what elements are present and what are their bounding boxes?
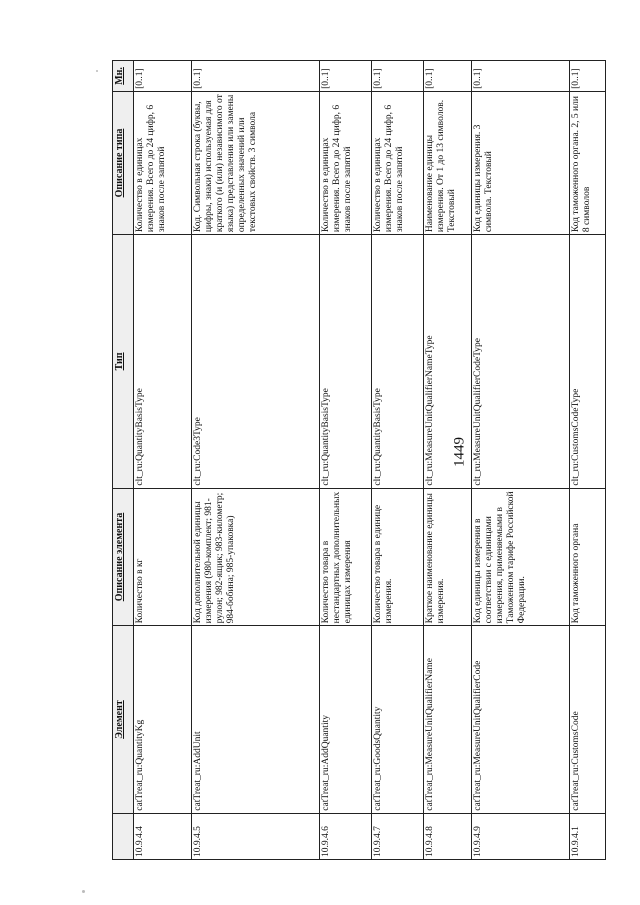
row-description: Код единицы измерения в соответствии с единицами измерения, применяемыми в Таможенном тарифе Российской Федерации. (472, 488, 570, 626)
row-type: clt_ru:QuantityBasisType (134, 235, 192, 488)
page-number: 1449 (451, 437, 468, 467)
row-description: Количество в кг (134, 488, 192, 626)
row-element: catTreat_ru:AddUnit (192, 626, 320, 813)
row-type: clt_ru:QuantityBasisType (372, 235, 424, 488)
row-number: 10.9.4.6 (320, 813, 372, 859)
row-description: Количество товара в нестандартных дополнительных единицах измерения (320, 488, 372, 626)
scan-speck (96, 70, 98, 72)
row-description: Код дополнительной единицы измерения (980-комплект; 981-рулон; 982-ящик; 983-километр; 984-бобина; 985-упаковка) (192, 488, 320, 626)
header-multiplicity: Мн. (113, 61, 134, 92)
row-number: 10.9.4.8 (424, 813, 472, 859)
header-element-description: Описание элемента (113, 488, 134, 626)
row-element: catTreat_ru:MeasureUnitQualifierCode (472, 626, 570, 813)
row-multiplicity: [0..1] (192, 61, 320, 92)
row-type-description: Наименование единицы измерения. От 1 до 13 символов. Текстовый (424, 91, 472, 234)
row-description: Краткое наименование единицы измерения. (424, 488, 472, 626)
row-multiplicity: [0..1] (570, 61, 606, 92)
row-multiplicity: [0..1] (320, 61, 372, 92)
row-type: clt_ru:MeasureUnitQualifierCodeType (472, 235, 570, 488)
row-element: catTreat_ru:QuantityKg (134, 626, 192, 813)
header-number (113, 813, 134, 859)
row-element: catTreat_ru:MeasureUnitQualifierName (424, 626, 472, 813)
row-multiplicity: [0..1] (472, 61, 570, 92)
table-row (372, 61, 424, 860)
table-header-row (113, 61, 134, 860)
table-row (570, 61, 606, 860)
header-type-description: Описание типа (113, 91, 134, 234)
table-row (192, 61, 320, 860)
row-type-description: Количество в единицах измерения. Всего до 24 цифр, 6 знаков после запятой (134, 91, 192, 234)
table-viewport (112, 60, 593, 860)
row-multiplicity: [0..1] (372, 61, 424, 92)
row-type-description: Код. Символьная строка (буквы, цифры, знаки) используемая для краткого (и (или) независимого от языка) представления или замены определенных значений или текстовых свойств. 3 символа (192, 91, 320, 234)
scan-speck (82, 890, 85, 893)
row-element: catTreat_ru:AddQuantity (320, 626, 372, 813)
table-row (472, 61, 570, 860)
row-description: Количество товара в единице измерения. (372, 488, 424, 626)
row-type: clt_ru:MeasureUnitQualifierNameType (424, 235, 472, 488)
header-type: Тип (113, 235, 134, 488)
row-type-description: Код единицы измерения. 3 символа. Текстовый (472, 91, 570, 234)
row-number: 10.9.4.4 (134, 813, 192, 859)
table-row (134, 61, 192, 860)
row-type-description: Количество в единицах измерения. Всего до 24 цифр, 6 знаков после запятой (372, 91, 424, 234)
row-multiplicity: [0..1] (424, 61, 472, 92)
row-element: catTreat_ru:CustomsCode (570, 626, 606, 813)
row-type: clt_ru:Code3Type (192, 235, 320, 488)
table-row (424, 61, 472, 860)
table-row (320, 61, 372, 860)
row-element: catTreat_ru:GoodsQuantity (372, 626, 424, 813)
row-type-description: Количество в единицах измерения. Всего до 24 цифр, 6 знаков после запятой (320, 91, 372, 234)
row-type: clt_ru:CustomsCodeType (570, 235, 606, 488)
row-type: clt_ru:QuantityBasisType (320, 235, 372, 488)
header-element: Элемент (113, 626, 134, 813)
row-number: 10.9.4.7 (372, 813, 424, 859)
elements-table (112, 60, 606, 860)
row-number: 10.9.4.1 (570, 813, 606, 859)
row-number: 10.9.4.5 (192, 813, 320, 859)
rotated-table-container (112, 60, 593, 860)
row-multiplicity: [0..1] (134, 61, 192, 92)
row-number: 10.9.4.9 (472, 813, 570, 859)
row-type-description: Код таможенного органа. 2, 5 или 8 символов (570, 91, 606, 234)
row-description: Код таможенного органа (570, 488, 606, 626)
